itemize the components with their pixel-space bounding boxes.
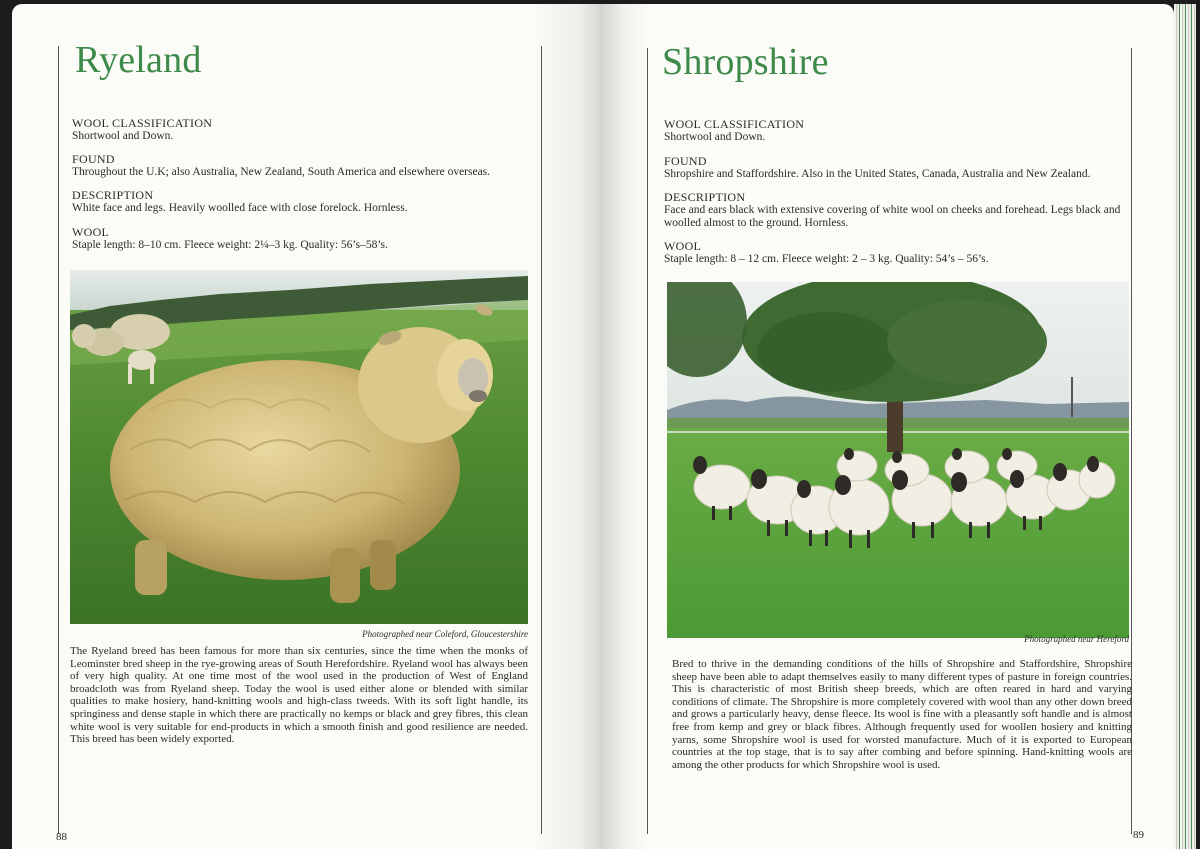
breed-title-ryeland: Ryeland (75, 39, 202, 81)
section-text: Staple length: 8 – 12 cm. Fleece weight: 2 – 3 kg. Quality: 54’s – 56’s. (664, 253, 989, 265)
section-heading: DESCRIPTION (664, 190, 746, 204)
photo-caption: Photographed near Hereford (1024, 634, 1129, 644)
shropshire-flock-photo (667, 282, 1129, 638)
breed-description-paragraph: The Ryeland breed has been famous for more than six centuries, since the time when the monks of Leominster bred sheep in the rye-growing areas of South Herefordshire. Ryeland wool has always been of very high quality. At one time most of the wool used in the production of West of England broadcloth was from Ryeland sheep. Today the wool is used either alone or blended with similar qualities to make hosiery, hand-knitting wools and high-class tweeds. With its soft light handle, its springiness and dense staple in which there are practically no kemps or black and grey fibres, this clean white wool is very suitable for end-products in which a smooth finish and good resilience are needed. This breed has been widely exported. (70, 645, 528, 746)
right-inner-rule (647, 48, 648, 834)
page-number: 88 (56, 831, 67, 843)
section-heading: FOUND (72, 152, 115, 166)
section-text: Shropshire and Staffordshire. Also in the United States, Canada, Australia and New Zealand. (664, 168, 1091, 180)
wool-section (664, 240, 1124, 266)
ryeland-ram-photo (70, 270, 528, 624)
breed-description-paragraph: Bred to thrive in the demanding conditions of the hills of Shropshire and Staffordshire, Shropshire sheep have been able to adapt themselves easily to many different types of pasture in foreign countries. This is characteristic of most British sheep breeds, which are often reared in hard and varying conditions of climate. The Shropshire is more completely covered with wool than any other down breed and grows a particularly heavy, dense fleece. Its wool is fine with a pleasantly soft handle and is almost free from kemp and grey or black fibres. Although frequently used for woollen hosiery and knitting yarns, some Shropshire wool is used for worsted manufacture. Much of it is exported to European countries at the top stage, that is to say after combing and before spinning. Hand-knitting wools are among the other products for which Shropshire wool is used. (672, 658, 1132, 771)
shropshire-photo-illustration (667, 282, 1129, 638)
section-heading: WOOL CLASSIFICATION (72, 116, 213, 130)
section-text: Shortwool and Down. (664, 131, 766, 143)
section-text: Staple length: 8–10 cm. Fleece weight: 2¼–3 kg. Quality: 56’s–58’s. (72, 239, 388, 251)
section-heading: DESCRIPTION (72, 188, 154, 202)
wool-classification-section (72, 117, 527, 143)
description-section (72, 189, 527, 215)
wool-classification-section (664, 118, 1124, 144)
left-margin-rule (58, 46, 59, 834)
left-page (12, 4, 600, 849)
section-heading: WOOL CLASSIFICATION (664, 117, 805, 131)
ryeland-photo-illustration (70, 270, 528, 624)
photo-caption: Photographed near Coleford, Gloucestershire (362, 629, 528, 639)
section-text: Shortwool and Down. (72, 130, 174, 142)
left-inner-rule (541, 46, 542, 834)
page-number: 89 (1133, 829, 1144, 841)
section-text: Face and ears black with extensive covering of white wool on cheeks and forehead. Legs black and woolled almost to the ground. Hornless. (664, 204, 1121, 229)
wool-section (72, 226, 527, 252)
section-heading: WOOL (664, 239, 702, 253)
breed-title-shropshire: Shropshire (662, 41, 829, 83)
section-text: White face and legs. Heavily woolled face with close forelock. Hornless. (72, 202, 408, 214)
right-page (600, 4, 1174, 849)
book-page-edges (1174, 4, 1196, 849)
found-section (664, 155, 1124, 181)
right-gutter-shadow (600, 4, 650, 849)
found-section (72, 153, 527, 179)
description-section (664, 191, 1124, 230)
section-heading: WOOL (72, 225, 110, 239)
section-text: Throughout the U.K; also Australia, New Zealand, South America and elsewhere overseas. (72, 166, 491, 178)
section-heading: FOUND (664, 154, 707, 168)
